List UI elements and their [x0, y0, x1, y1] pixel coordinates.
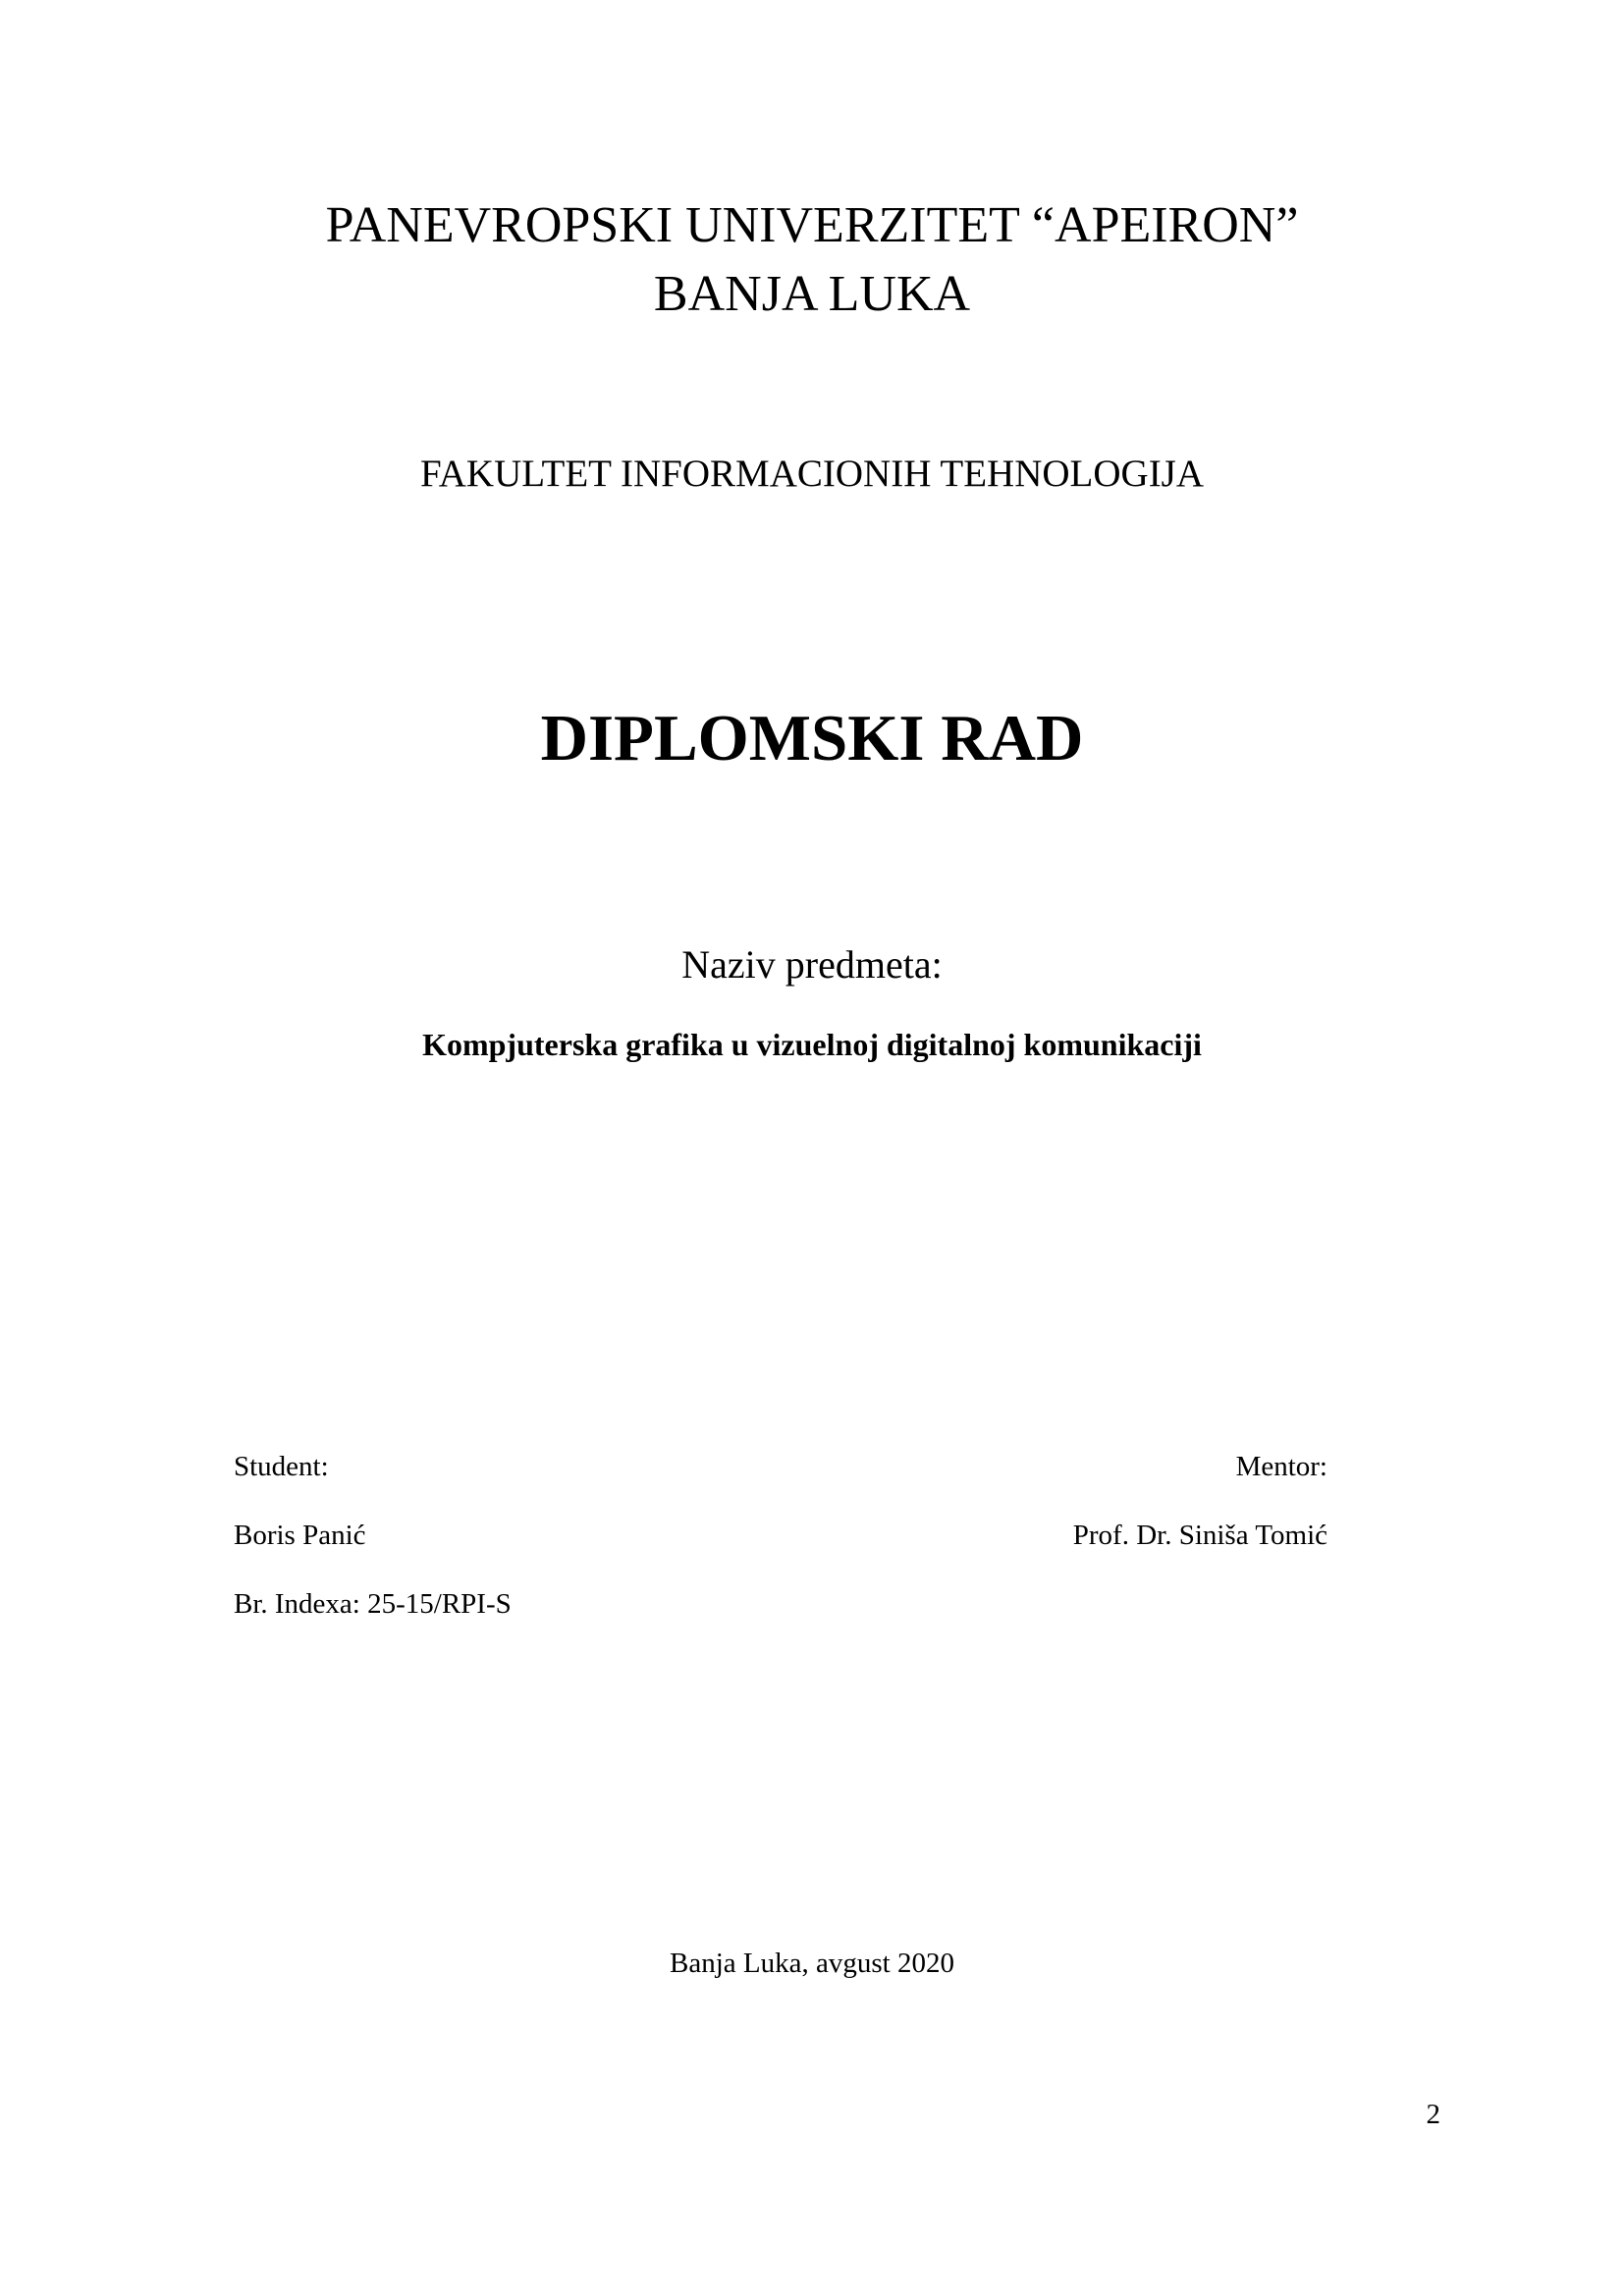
student-label: Student: — [234, 1451, 329, 1482]
subject-name: Kompjuterska grafika u vizuelnoj digitalnoj komunikaciji — [422, 1027, 1202, 1062]
mentor-name: Prof. Dr. Siniša Tomić — [1072, 1520, 1327, 1551]
university-name: PANEVROPSKI UNIVERZITET “APEIRON” — [325, 197, 1299, 253]
thesis-title: DIPLOMSKI RAD — [540, 702, 1084, 774]
university-city: BANJA LUKA — [653, 266, 971, 322]
place-date: Banja Luka, avgust 2020 — [670, 1948, 954, 1979]
faculty-name: FAKULTET INFORMACIONIH TEHNOLOGIJA — [419, 453, 1205, 495]
page-number: 2 — [1426, 2099, 1440, 2130]
student-index: Br. Indexa: 25-15/RPI-S — [234, 1588, 512, 1620]
mentor-label: Mentor: — [1235, 1451, 1327, 1482]
university-heading — [0, 191, 1624, 329]
student-name: Boris Panić — [234, 1520, 366, 1551]
subject-label: Naziv predmeta: — [681, 942, 943, 987]
